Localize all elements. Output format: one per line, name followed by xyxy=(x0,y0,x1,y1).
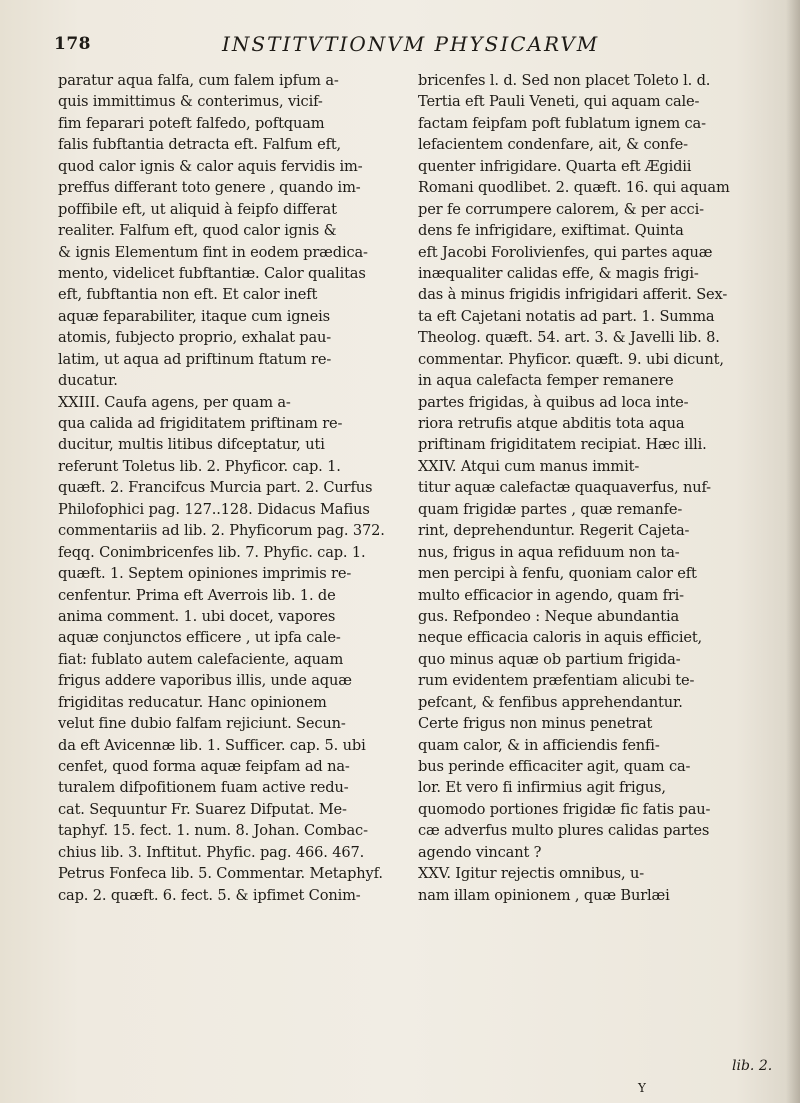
text-line: taphyf. 15. fect. 1. num. 8. Johan. Combac- xyxy=(58,822,368,840)
text-line: cap. 2. quæft. 6. fect. 5. & ipfimet Conim- xyxy=(58,886,361,904)
text-line: aquæ conjunctos efficere , ut ipfa cale- xyxy=(58,629,341,647)
text-line: cenfentur. Prima eft Averrois lib. 1. de xyxy=(58,586,336,604)
text-line: mento, videlicet fubftantiæ. Calor qualitas xyxy=(58,264,366,282)
text-line: frigiditas reducatur. Hanc opinionem xyxy=(58,693,327,711)
text-line: referunt Toletus lib. 2. Phyficor. cap. 1. xyxy=(58,457,341,475)
left-text-column xyxy=(58,70,413,906)
page-number: 178 xyxy=(54,34,91,54)
text-line: latim, ut aqua ad priftinum ftatum re- xyxy=(58,350,332,368)
text-line: partes frigidas, à quibus ad loca inte- xyxy=(418,393,689,411)
text-line: eft Jacobi Forolivienfes, qui partes aquæ xyxy=(418,243,713,261)
text-line: quam calor, & in afficiendis fenfi- xyxy=(418,736,660,754)
signature-mark: Y xyxy=(638,1081,646,1095)
text-line: neque efficacia caloris in aquis efficiet, xyxy=(418,629,703,647)
text-line: factam feipfam poft fublatum ignem ca- xyxy=(418,114,706,132)
text-line: dens fe infrigidare, exiftimat. Quinta xyxy=(418,222,684,240)
text-line: ducitur, multis litibus difceptatur, uti xyxy=(58,436,325,454)
text-line: turalem difpofitionem fuam active redu- xyxy=(58,779,349,797)
text-line: poffibile eft, ut aliquid à feipfo differat xyxy=(58,200,337,218)
text-line: eft, fubftantia non eft. Et calor ineft xyxy=(58,286,318,304)
text-line: quo minus aquæ ob partium frigida- xyxy=(418,650,681,668)
page-header xyxy=(0,10,800,56)
text-line: rum evidentem præfentiam alicubi te- xyxy=(418,672,695,690)
text-line: Theolog. quæft. 54. art. 3. & Javelli lib. 8. xyxy=(418,329,720,347)
text-line: preffus differant toto genere , quando im- xyxy=(58,179,361,197)
text-line: & ignis Elementum fint in eodem prædica- xyxy=(58,243,368,261)
text-line: Petrus Fonfeca lib. 5. Commentar. Metaphyf. xyxy=(58,865,383,883)
text-line: rint, deprehenduntur. Regerit Cajeta- xyxy=(418,522,690,540)
text-line: chius lib. 3. Inftitut. Phyfic. pag. 466. 467. xyxy=(58,843,365,861)
text-line: ducatur. xyxy=(58,372,118,390)
catchword: lib. 2. xyxy=(732,1058,773,1074)
text-line: titur aquæ calefactæ quaquaverfus, nuf- xyxy=(418,479,711,497)
text-line: inæqualiter calidas effe, & magis frigi- xyxy=(418,264,699,282)
text-line: lefacientem condenfare, ait, & confe- xyxy=(418,136,688,154)
text-line: Certe frigus non minus penetrat xyxy=(418,715,653,733)
text-line: commentar. Phyficor. quæft. 9. ubi dicunt, xyxy=(418,350,724,368)
text-line: pefcant, & fenfibus apprehendantur. xyxy=(418,693,683,711)
text-line: XXV. Igitur rejectis omnibus, u- xyxy=(418,865,645,883)
text-line: quomodo portiones frigidæ fic fatis pau- xyxy=(418,800,711,818)
text-line: velut fine dubio falfam rejiciunt. Secun- xyxy=(58,715,346,733)
text-line: paratur aqua falfa, cum falem ipfum a- xyxy=(58,72,339,89)
text-line: falis fubftantia detracta eft. Falfum eft, xyxy=(58,136,342,154)
text-line: cat. Sequuntur Fr. Suarez Difputat. Me- xyxy=(58,800,347,818)
text-line: frigus addere vaporibus illis, unde aquæ xyxy=(58,672,352,690)
text-line: quæft. 2. Francifcus Murcia part. 2. Curfus xyxy=(58,479,373,497)
text-line: das à minus frigidis infrigidari afferit. Sex- xyxy=(418,286,728,304)
text-line: aquæ feparabiliter, itaque cum igneis xyxy=(58,307,331,325)
text-line: quenter infrigidare. Quarta eft Ægidii xyxy=(418,157,692,175)
text-line: in aqua calefacta femper remanere xyxy=(418,372,674,390)
text-line: feqq. Conimbricenfes lib. 7. Phyfic. cap. 1. xyxy=(58,543,366,561)
text-line: qua calida ad frigiditatem priftinam re- xyxy=(58,415,343,432)
text-line: cæ adverfus multo plures calidas partes xyxy=(418,822,710,840)
text-line: quis immittimus & conterimus, vicif- xyxy=(58,93,323,111)
text-line: cenfet, quod forma aquæ feipfam ad na- xyxy=(58,758,350,775)
text-line: lor. Et vero fi infirmius agit frigus, xyxy=(418,779,666,797)
text-line: men percipi à fenfu, quoniam calor eft xyxy=(418,565,697,583)
text-line: riora retrufis atque abditis tota aqua xyxy=(418,415,685,432)
text-line: fiat: fublato autem calefaciente, aquam xyxy=(58,650,344,668)
text-line: bricenfes l. d. Sed non placet Toleto l. d. xyxy=(418,72,711,89)
text-line: priftinam frigiditatem recipiat. Hæc illi. xyxy=(418,436,707,454)
text-line: XXIII. Caufa agens, per quam a- xyxy=(58,393,291,411)
text-line: multo efficacior in agendo, quam fri- xyxy=(418,586,684,604)
text-line: Tertia eft Pauli Veneti, qui aquam cale- xyxy=(418,93,700,111)
text-line: nam illam opinionem , quæ Burlæi xyxy=(418,886,670,904)
text-line: Philofophici pag. 127..128. Didacus Mafius xyxy=(58,500,370,518)
text-line: XXIV. Atqui cum manus immit- xyxy=(418,457,640,475)
text-line: commentariis ad lib. 2. Phyficorum pag. 372. xyxy=(58,522,385,540)
text-line: per fe corrumpere calorem, & per acci- xyxy=(418,200,704,218)
text-line: da eft Avicennæ lib. 1. Sufficer. cap. 5. ubi xyxy=(58,736,366,754)
text-line: Romani quodlibet. 2. quæft. 16. qui aquam xyxy=(418,179,730,197)
text-line: fim feparari poteft falfedo, poftquam xyxy=(58,114,325,132)
text-line: gus. Refpondeo : Neque abundantia xyxy=(418,607,680,625)
text-line: atomis, fubjecto proprio, exhalat pau- xyxy=(58,329,332,347)
text-line: agendo vincant ? xyxy=(418,843,542,861)
text-line: bus perinde efficaciter agit, quam ca- xyxy=(418,758,691,775)
text-line: quæft. 1. Septem opiniones imprimis re- xyxy=(58,565,352,583)
text-line: realiter. Falfum eft, quod calor ignis & xyxy=(58,222,337,240)
text-line: ta eft Cajetani notatis ad part. 1. Summa xyxy=(418,307,715,325)
text-line: quod calor ignis & calor aquis fervidis im- xyxy=(58,157,363,175)
running-title: INSTITVTIONVM PHYSICARVM xyxy=(222,32,600,56)
right-text-column xyxy=(418,70,768,906)
text-line: quam frigidæ partes , quæ remanfe- xyxy=(418,500,683,518)
text-line: nus, frigus in aqua refiduum non ta- xyxy=(418,543,680,561)
text-line: anima comment. 1. ubi docet, vapores xyxy=(58,607,336,625)
